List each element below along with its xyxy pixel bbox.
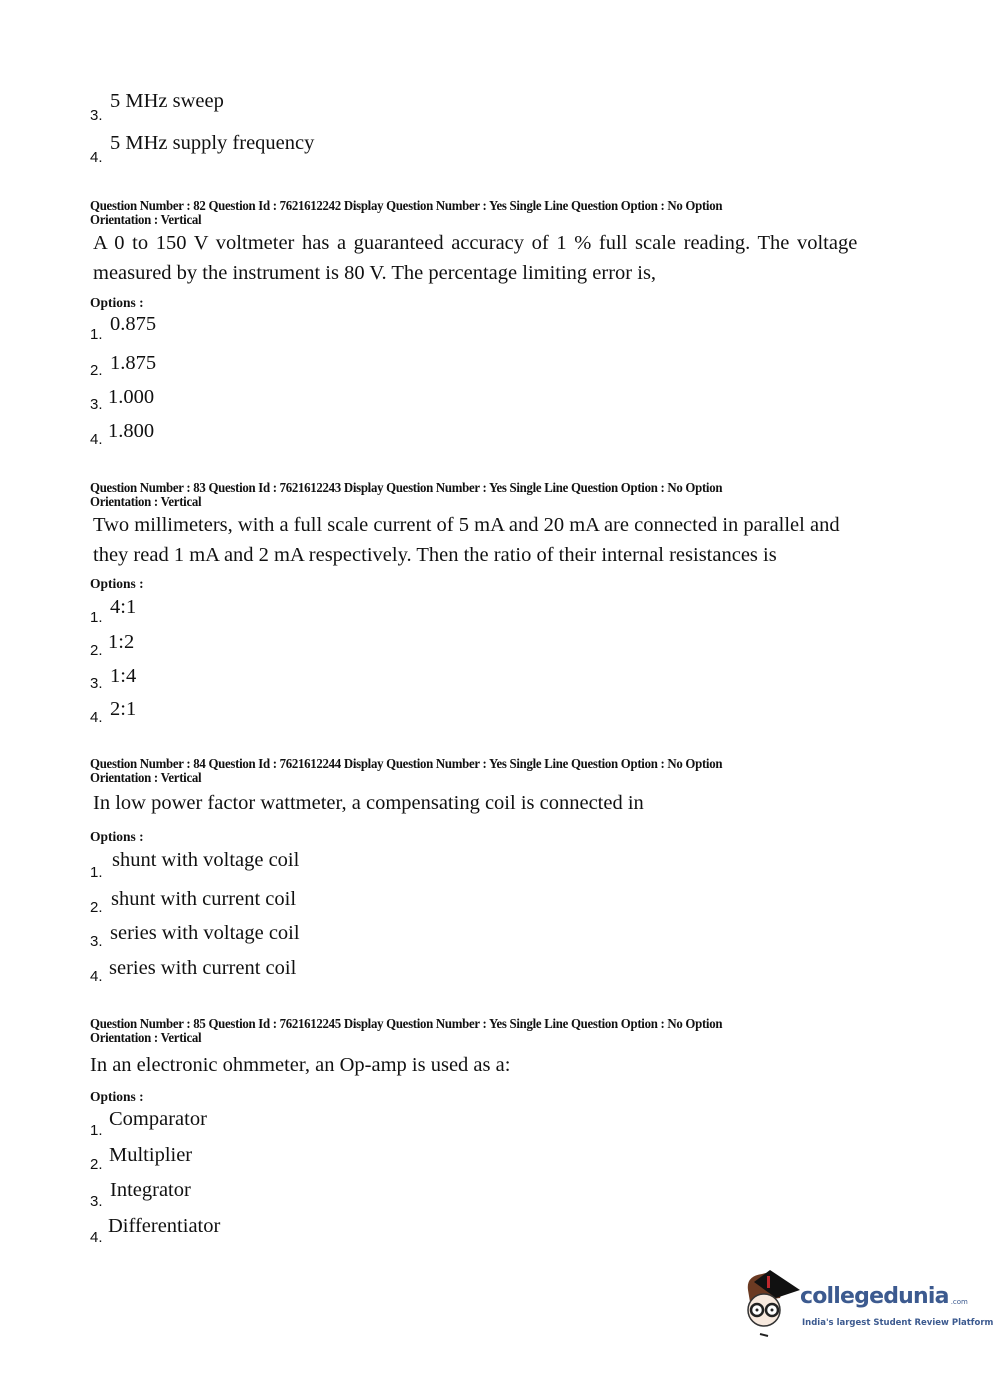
option-text: 4:1 (110, 596, 137, 618)
option-number: 3. (90, 933, 103, 950)
option-number: 1. (90, 326, 103, 343)
question-meta (90, 481, 722, 509)
option-text: 0.875 (110, 313, 157, 335)
option-text: 1:2 (108, 631, 135, 653)
meta-line: Orientation : Vertical (90, 494, 202, 509)
question-meta (90, 199, 722, 227)
option-number: 4. (90, 968, 103, 985)
question-text: they read 1 mA and 2 mA respectively. Then the ratio of their internal resistances is (93, 544, 777, 566)
option-number: 3. (90, 107, 103, 124)
question-text: In low power factor wattmeter, a compensating coil is connected in (93, 792, 644, 814)
option-text: 2:1 (110, 698, 137, 720)
option-number: 2. (90, 899, 103, 916)
option-number: 4. (90, 149, 103, 166)
option-text: Differentiator (108, 1215, 221, 1237)
option-text: 1.800 (108, 420, 155, 442)
option-text: shunt with voltage coil (112, 849, 300, 871)
question-meta (90, 757, 722, 785)
option-text: series with current coil (109, 957, 297, 979)
question-text: A 0 to 150 V voltmeter has a guaranteed accuracy of 1 % full scale reading. The voltage (93, 232, 858, 254)
option-number: 1. (90, 1122, 103, 1139)
option-text: 1:4 (110, 665, 137, 687)
option-number: 4. (90, 1229, 103, 1246)
option-text: Comparator (109, 1108, 207, 1130)
option-text: 1.000 (108, 386, 155, 408)
options-label: Options : (90, 829, 144, 844)
option-number: 4. (90, 709, 103, 726)
meta-line: Question Number : 82 Question Id : 7621612242 Display Question Number : Yes Single Line Question Option : No Option (90, 198, 723, 213)
option-number: 2. (90, 1156, 103, 1173)
option-number: 2. (90, 362, 103, 379)
option-number: 4. (90, 431, 103, 448)
option-text: 5 MHz supply frequency (110, 132, 315, 154)
logo-wordmark-row (800, 1284, 968, 1310)
option-number: 2. (90, 642, 103, 659)
meta-line: Question Number : 84 Question Id : 7621612244 Display Question Number : Yes Single Line Question Option : No Option (90, 756, 723, 771)
question-text: Two millimeters, with a full scale current of 5 mA and 20 mA are connected in parallel and (93, 514, 840, 536)
options-label: Options : (90, 576, 144, 591)
option-text: Multiplier (109, 1144, 193, 1166)
option-number: 3. (90, 1193, 103, 1210)
meta-line: Orientation : Vertical (90, 1030, 202, 1045)
option-number: 1. (90, 609, 103, 626)
meta-line: Question Number : 83 Question Id : 7621612243 Display Question Number : Yes Single Line Question Option : No Option (90, 480, 723, 495)
question-meta (90, 1017, 722, 1045)
logo-suffix: .com (950, 1298, 968, 1306)
logo-wordmark: collegedunia (800, 1284, 949, 1309)
collegedunia-logo (740, 1268, 995, 1343)
options-label: Options : (90, 295, 144, 310)
question-text: In an electronic ohmmeter, an Op-amp is used as a: (90, 1054, 511, 1076)
option-text: series with voltage coil (110, 922, 300, 944)
option-text: Integrator (110, 1179, 191, 1201)
option-text: 1.875 (110, 352, 157, 374)
option-text: 5 MHz sweep (110, 90, 224, 112)
logo-tagline: India's largest Student Review Platform (802, 1318, 994, 1328)
meta-line: Question Number : 85 Question Id : 7621612245 Display Question Number : Yes Single Line Question Option : No Option (90, 1016, 723, 1031)
options-label: Options : (90, 1089, 144, 1104)
meta-line: Orientation : Vertical (90, 212, 202, 227)
mascot-icon (740, 1268, 802, 1340)
option-number: 1. (90, 864, 103, 881)
option-number: 3. (90, 396, 103, 413)
option-number: 3. (90, 675, 103, 692)
question-text: measured by the instrument is 80 V. The percentage limiting error is, (93, 262, 657, 284)
meta-line: Orientation : Vertical (90, 770, 202, 785)
option-text: shunt with current coil (111, 888, 297, 910)
